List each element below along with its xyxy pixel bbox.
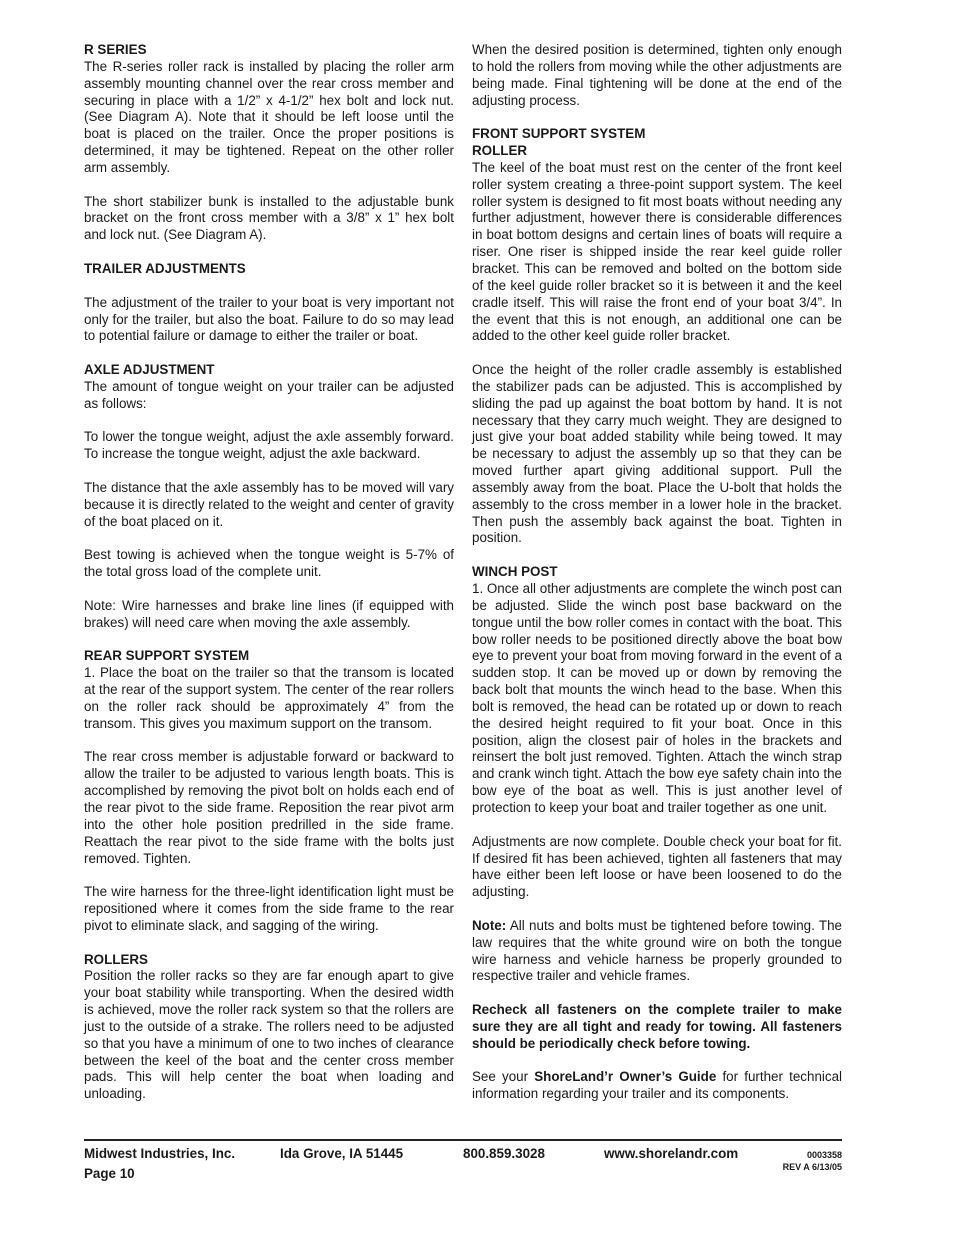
- r-series-paragraph-1: The R-series roller rack is installed by placing the roller arm assembly mounting channel over the rear cross member and securing in place with a 1/2” x 4-1/2” hex bolt and lock nut. (See Diagram A). Note that it should be left loose until the boat is placed on the trailer. Once the proper positions is determined, it may be tightened. Repeat on the other roller arm assembly.: [84, 58, 454, 175]
- front-support-heading: FRONT SUPPORT SYSTEM: [472, 126, 646, 142]
- note-label: Note:: [472, 917, 507, 933]
- rollers-section: [84, 952, 454, 1104]
- axle-adjustment-section: [84, 362, 454, 413]
- axle-paragraph-4: Best towing is achieved when the tongue weight is 5-7% of the total gross load of the complete unit.: [84, 547, 454, 580]
- see-suffix: for further technical information regarding your trailer and its components.: [472, 1069, 842, 1102]
- trailer-adjustments-paragraph: The adjustment of the trailer to your boat is very important not only for the trailer, but also the boat. Failure to do so may lead to potential failure or damage to either the trailer or boat.: [84, 294, 454, 344]
- rollers-heading: ROLLERS: [84, 951, 148, 967]
- note-paragraph: [472, 918, 842, 985]
- axle-paragraph-3: The distance that the axle assembly has to be moved will vary because it is directly related to the weight and center of gravity of the boat placed on it.: [84, 479, 454, 529]
- page-footer: [84, 1146, 842, 1190]
- footer-revision: REV A 6/13/05: [782, 1162, 842, 1172]
- footer-doc-number: 0003358: [806, 1150, 842, 1160]
- winch-post-heading: WINCH POST: [472, 564, 558, 580]
- r-series-heading: R SERIES: [84, 42, 147, 57]
- front-support-paragraph-2: Once the height of the roller cradle assembly is established the stabilizer pads can be adjusted. This is accomplished by sliding the pad up against the boat bottom by hand. It is not necessary that they carry much weight. They are designed to just give your boat added stability while being towed. It may be necessary to adjust the assembly up so that they can be moved further apart giving additional support. Pull the assembly away from the boat. Place the U-bolt that holds the assembly to the cross member in a lower hole in the bracket. Then push the assembly back against the boat. Tighten in position.: [472, 362, 842, 546]
- adjustments-complete-paragraph: Adjustments are now complete. Double check your boat for fit. If desired fit has been achieved, tighten all fasteners that may have either been left loose or have been loosened to do the adjusting.: [472, 833, 842, 900]
- rear-support-section: [84, 648, 454, 732]
- footer-city: Ida Grove, IA 51445: [280, 1146, 404, 1161]
- front-support-subheading: ROLLER: [472, 143, 528, 159]
- front-support-paragraph-1: The keel of the boat must rest on the center of the front keel roller system creating a three-point support system. The keel roller system is designed to fit most boats without needing any further adjustment, however there is considerable differences in boat bottom designs and certain lines of boats will require a riser. One riser is shipped inside the rear keel guide roller bracket. This can be removed and bolted on the bottom side of the keel guide roller bracket so it is between it and the keel cradle itself. This will raise the front end of your boat 3/4”. In the event that this is not enough, an additional one can be added to the other keel guide roller bracket.: [472, 159, 842, 344]
- r-series-section: [84, 42, 454, 177]
- footer-divider: [84, 1139, 842, 1141]
- rollers-continued-paragraph: When the desired position is determined, tighten only enough to hold the rollers from moving while the other adjustments are being made. Final tightening will be done at the end of the adjusting process.: [472, 42, 842, 108]
- owners-guide-title: ShoreLand’r Owner’s Guide: [534, 1069, 717, 1085]
- front-support-section: [472, 126, 842, 345]
- right-column: [472, 42, 842, 1120]
- footer-phone: 800.859.3028: [463, 1146, 545, 1161]
- winch-post-paragraph-1: 1. Once all other adjustments are complete the winch post can be adjusted. Slide the winch post base backward on the tongue until the bow roller comes in contact with the boat. This bow roller needs to be positioned directly above the boat bow eye to prevent your boat from moving forward in the event of a sudden stop. It can be moved up or down by removing the back bolt that mounts the winch head to the base. When this bolt is removed, the head can be rotated up or down to reach the desired height required to fit your boat. Once in this position, align the closest pair of holes in the brackets and reinsert the bolt just removed. Tighten. Attach the winch strap and crank winch tight. Attach the bow eye safety chain into the bow eye of the boat as well. This is just another level of protection to keep your boat and trailer together as one unit.: [472, 581, 842, 815]
- left-column: [84, 42, 454, 1120]
- rear-support-paragraph-1: 1. Place the boat on the trailer so that the transom is located at the rear of the support system. The center of the rear rollers on the roller rack should be approximately 4” from the transom. This gives you maximum support on the transom.: [84, 665, 454, 731]
- trailer-adjustments-heading: TRAILER ADJUSTMENTS: [84, 260, 246, 276]
- footer-company: Midwest Industries, Inc.: [84, 1146, 236, 1161]
- see-prefix: See your: [472, 1069, 535, 1085]
- footer-website[interactable]: www.shorelandr.com: [604, 1146, 739, 1161]
- axle-paragraph-5: Note: Wire harnesses and brake line lines (if equipped with brakes) will need care when moving the axle assembly.: [84, 597, 454, 630]
- footer-page-number: Page 10: [84, 1166, 135, 1181]
- rear-support-heading: REAR SUPPORT SYSTEM: [84, 648, 250, 664]
- winch-post-section: [472, 564, 842, 817]
- rear-support-paragraph-3: The wire harness for the three-light identification light must be repositioned where it comes from the side frame to the rear pivot to eliminate slack, and sagging of the wiring.: [84, 884, 454, 933]
- axle-paragraph-1: The amount of tongue weight on your trailer can be adjusted as follows:: [84, 378, 454, 411]
- axle-adjustment-heading: AXLE ADJUSTMENT: [84, 362, 215, 378]
- owners-guide-paragraph: [472, 1069, 842, 1103]
- r-series-paragraph-2: The short stabilizer bunk is installed to the adjustable bunk bracket on the front cross member with a 3/8” x 1” hex bolt and lock nut. (See Diagram A).: [84, 193, 454, 243]
- rollers-paragraph: Position the roller racks so they are far enough apart to give your boat stability while transporting. When the desired width is achieved, move the roller rack system so that the rollers are just to the outside of a strake. The rollers need to be adjusted so that you have a minimum of one to two inches of clearance between the keel of the boat and the center cross member pads. This will help center the boat when loading and unloading.: [84, 968, 454, 1102]
- note-text: All nuts and bolts must be tightened before towing. The law requires that the white ground wire on both the tongue wire harness and vehicle harness be properly grounded to respective trailer and vehicle frames.: [472, 917, 842, 984]
- axle-paragraph-2: To lower the tongue weight, adjust the axle assembly forward. To increase the tongue weight, adjust the axle backward.: [84, 429, 454, 462]
- rear-support-paragraph-2: The rear cross member is adjustable forward or backward to allow the trailer to be adjusted to various length boats. This is accomplished by removing the pivot bolt on holds each end of the rear pivot to the side frame. Reposition the rear pivot arm into the other hole position predrilled in the side frame. Reattach the rear pivot to the side frame with the bolts just removed. Tighten.: [84, 749, 454, 866]
- recheck-warning: Recheck all fasteners on the complete trailer to make sure they are all tight and ready for towing. All fasteners should be periodically check before towing.: [472, 1002, 842, 1051]
